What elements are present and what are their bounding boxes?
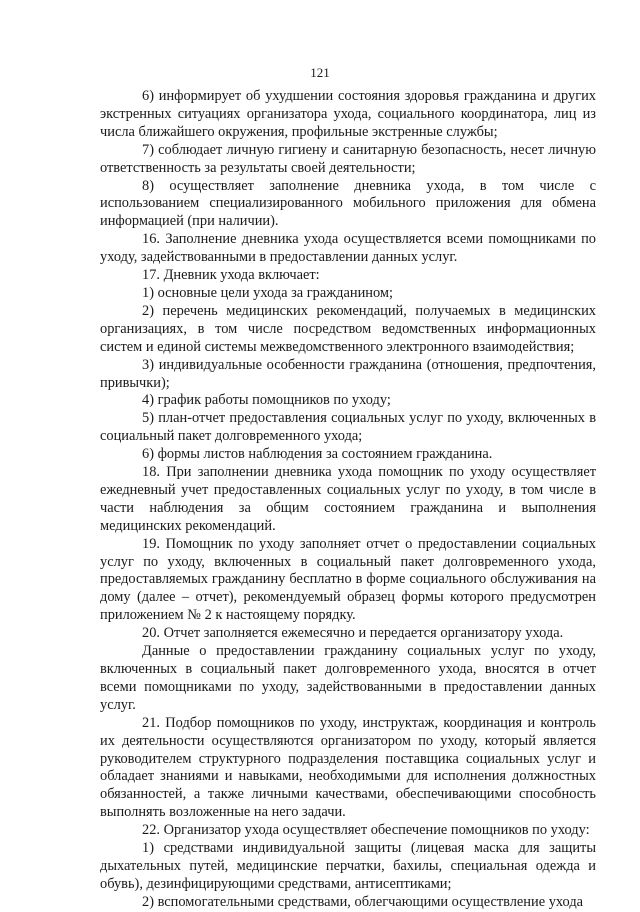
paragraph: 19. Помощник по уходу заполняет отчет о предоставлении социальных услуг по уходу, включенных в социальный пакет долговременного ухода, предоставляемых гражданину бесплатно в форме социального обслуживания на дому (далее – отчет), рекомендуемый образец формы которого предусмотрен приложением № 2 к настоящему порядку.	[100, 535, 596, 624]
paragraph: 2) вспомогательными средствами, облегчающими осуществление ухода	[142, 893, 584, 910]
paragraph: 16. Заполнение дневника ухода осуществляется всеми помощниками по уходу, задействованными в предоставлении данных услуг.	[100, 231, 596, 266]
paragraph: 18. При заполнении дневника ухода помощник по уходу осуществляет ежедневный учет предоставленных социальных услуг по уходу, в том числе в части наблюдения за общим состоянием гражданина и выполнения медицинских рекомендаций.	[100, 464, 596, 534]
page-number: 121	[310, 65, 330, 80]
paragraph: 8) осуществляет заполнение дневника ухода, в том числе с использованием специализированного мобильного приложения для обмена информацией (при наличии).	[100, 177, 596, 230]
document-body	[100, 88, 596, 912]
paragraph: 20. Отчет заполняется ежемесячно и передается организатору ухода.	[142, 625, 564, 642]
paragraph: 1) основные цели ухода за гражданином;	[142, 284, 394, 301]
paragraph: 3) индивидуальные особенности гражданина (отношения, предпочтения, привычки);	[100, 356, 596, 391]
paragraph: 4) график работы помощников по уходу;	[142, 392, 391, 409]
paragraph: 22. Организатор ухода осуществляет обеспечение помощников по уходу:	[142, 822, 590, 839]
paragraph: 6) информирует об ухудшении состояния здоровья гражданина и других экстренных ситуациях организатора ухода, социального координатора, лиц из числа ближайшего окружения, профильные экстренные службы;	[100, 88, 596, 140]
paragraph: 2) перечень медицинских рекомендаций, получаемых в медицинских организациях, в том числе посредством ведомственных информационных систем и единой системы межведомственного электронного взаимодействия;	[100, 302, 596, 355]
paragraph: 1) средствами индивидуальной защиты (лицевая маска для защиты дыхательных путей, медицинские перчатки, бахилы, специальная одежда и обувь), дезинфицирующими средствами, антисептиками;	[100, 840, 596, 892]
paragraph: Данные о предоставлении гражданину социальных услуг по уходу, включенных в социальный пакет долговременного ухода, вносятся в отчет всеми помощниками по уходу, задействованными в предоставлении данных услуг.	[100, 643, 596, 713]
paragraph: 5) план-отчет предоставления социальных услуг по уходу, включенных в социальный пакет долговременного ухода;	[100, 410, 596, 445]
paragraph: 7) соблюдает личную гигиену и санитарную безопасность, несет личную ответственность за результаты своей деятельности;	[100, 141, 596, 176]
paragraph: 17. Дневник ухода включает:	[142, 267, 320, 284]
paragraph: 6) формы листов наблюдения за состоянием гражданина.	[142, 446, 493, 463]
paragraph: 21. Подбор помощников по уходу, инструктаж, координация и контроль их деятельности осуществляются организатором по уходу, который является руководителем структурного подразделения поставщика социальных услуг и обладает знаниями и навыками, необходимыми для исполнения должностных обязанностей, а также личными качествами, обеспечивающими способность выполнять возложенные на него задачи.	[100, 714, 596, 821]
